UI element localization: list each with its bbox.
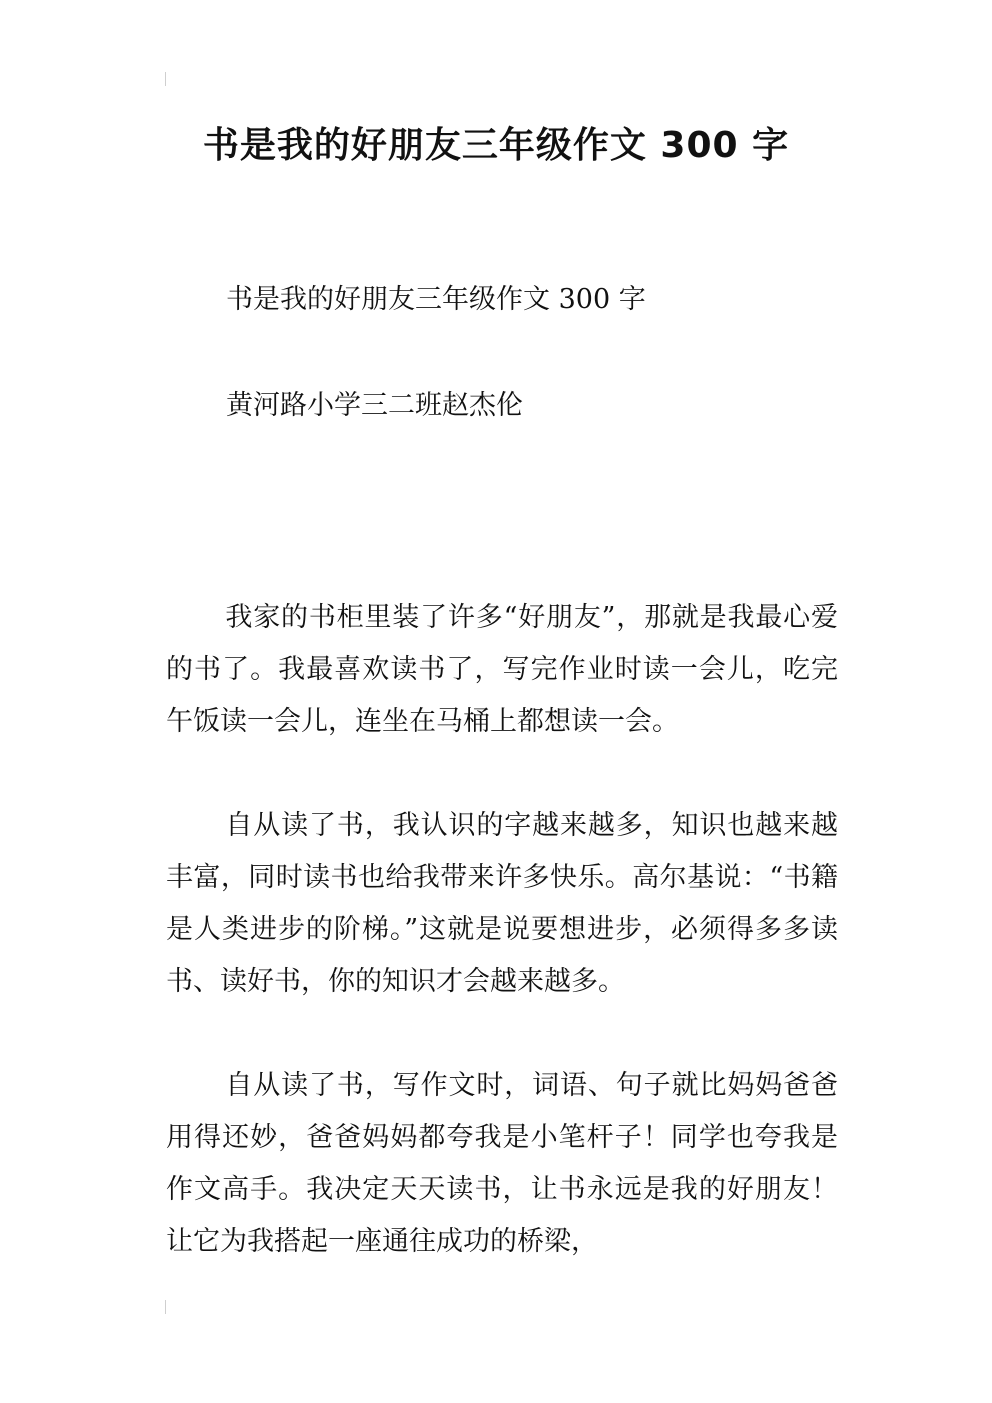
- author-line: 黄河路小学三二班赵杰伦: [226, 390, 523, 421]
- document-subtitle: 书是我的好朋友三年级作文 300 字: [226, 284, 646, 315]
- essay-body: [166, 592, 838, 1320]
- paragraph-2: 自从读了书，我认识的字越来越多，知识也越来越丰富，同时读书也给我带来许多快乐。高尔基说：“书籍是人类进步的阶梯。”这就是说要想进步，必须得多多读书、读好书，你的知识才会越来越多。: [166, 810, 838, 997]
- paragraph-3: 自从读了书，写作文时，词语、句子就比妈妈爸爸用得还妙，爸爸妈妈都夸我是小笔杆子！同学也夸我是作文高手。我决定天天读书，让书永远是我的好朋友！让它为我搭起一座通往成功的桥梁，: [166, 1070, 838, 1257]
- document-title: 书是我的好朋友三年级作文 300 字: [202, 125, 790, 166]
- paragraph-1: 我家的书柜里装了许多“好朋友”，那就是我最心爱的书了。我最喜欢读书了，写完作业时读一会儿，吃完午饭读一会儿，连坐在马桶上都想读一会。: [166, 602, 838, 737]
- crop-mark-top: [165, 72, 166, 86]
